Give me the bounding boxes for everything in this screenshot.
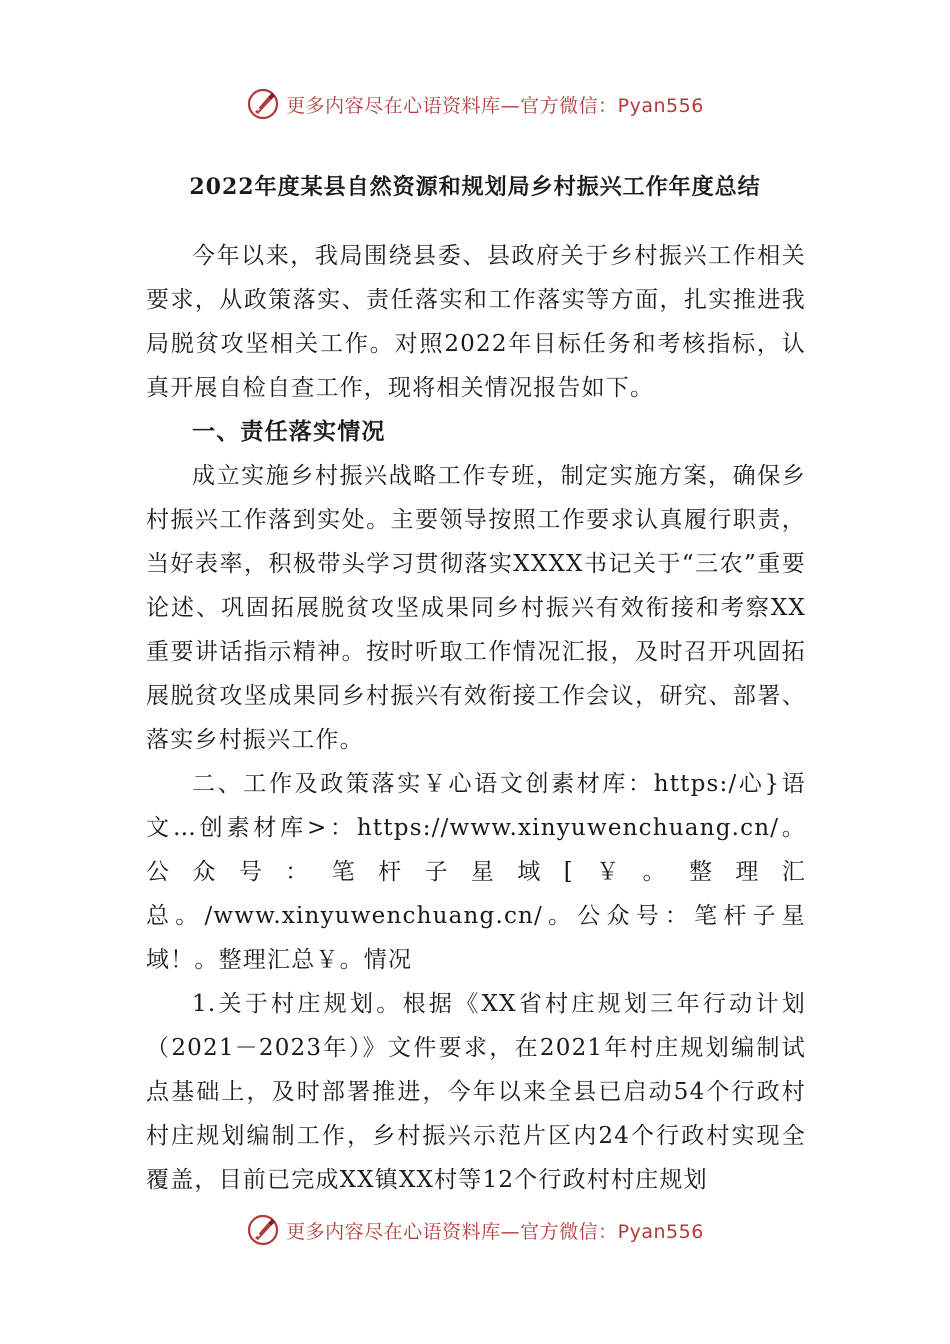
section-2-heading-line: 二、工作及政策落实￥心语文创素材库：https:/心}语文…创素材库>：https://www.xinyuwenchuang.cn/。公众号：笔杆子星域[￥。整理汇总。/www.xinyuwenchuang.cn/。公众号：笔杆子星域！。整理汇总￥。情况	[146, 771, 806, 973]
header-banner-text: 更多内容尽在心语资料库—官方微信：Pyan556	[286, 94, 704, 117]
pen-nib-logo-icon	[246, 87, 280, 121]
footer-banner-text: 更多内容尽在心语资料库—官方微信：Pyan556	[286, 1220, 704, 1243]
item-1-paragraph: 1.关于村庄规划。根据《XX省村庄规划三年行动计划（2021－2023年）》文件要求，在2021年村庄规划编制试点基础上，及时部署推进，今年以来全县已启动54个行政村村庄规划编制工作，乡村振兴示范片区内24个行政村实现全覆盖，目前已完成XX镇XX村等12个行政村村庄规划	[146, 991, 806, 1193]
footer-watermark-banner	[0, 1210, 950, 1250]
section-1-heading: 一、责任落实情况	[192, 418, 386, 445]
document-title: 2022年度某县自然资源和规划局乡村振兴工作年度总结	[189, 174, 761, 200]
section-1-paragraph: 成立实施乡村振兴战略工作专班，制定实施方案，确保乡村振兴工作落到实处。主要领导按照工作要求认真履行职责，当好表率，积极带头学习贯彻落实XXXX书记关于“三农”重要论述、巩固拓展脱贫攻坚成果同乡村振兴有效衔接和考察XX重要讲话指示精神。按时听取工作情况汇报，及时召开巩固拓展脱贫攻坚成果同乡村振兴有效衔接工作会议，研究、部署、落实乡村振兴工作。	[146, 463, 806, 753]
document-body	[146, 234, 806, 1202]
intro-paragraph: 今年以来，我局围绕县委、县政府关于乡村振兴工作相关要求，从政策落实、责任落实和工作落实等方面，扎实推进我局脱贫攻坚相关工作。对照2022年目标任务和考核指标，认真开展自检自查工作，现将相关情况报告如下。	[146, 243, 806, 401]
header-watermark-banner	[0, 84, 950, 124]
pen-nib-logo-icon	[246, 1213, 280, 1247]
